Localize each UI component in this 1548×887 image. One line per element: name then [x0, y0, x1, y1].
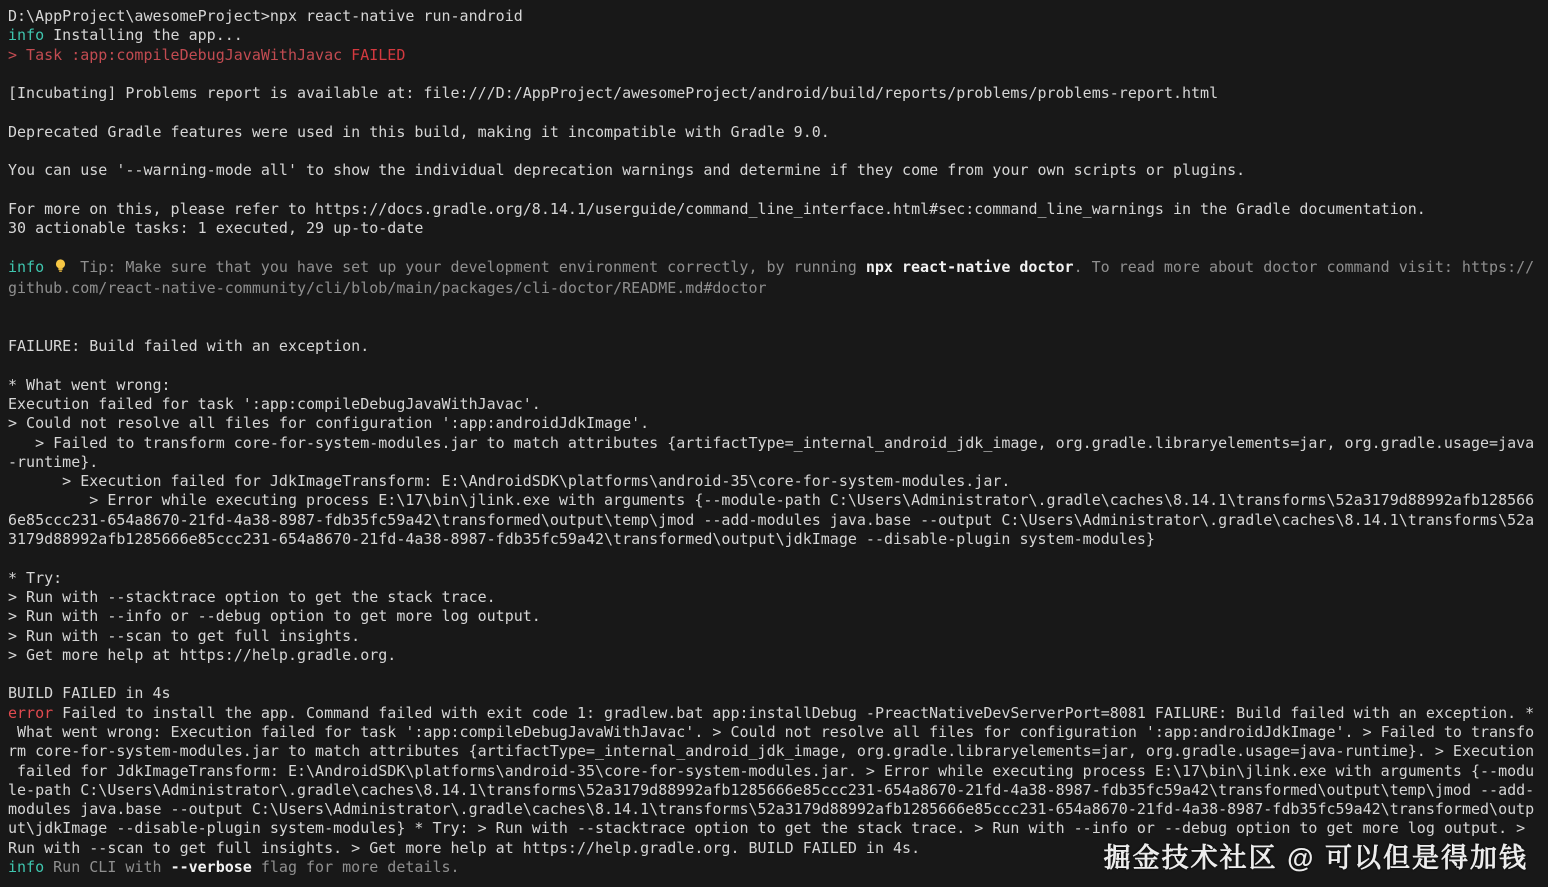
- terminal-line: [8, 7, 1548, 26]
- terminal-text: > Run with --info or --debug option to get more log output.: [8, 607, 541, 626]
- terminal-line: [8, 684, 1548, 703]
- terminal-text: Failed to install the app. Command failed with exit code 1: gradlew.bat app:installDebug -PreactNativeDevServerPort=8081 FAILURE: Build failed with an exception. *: [53, 703, 1535, 722]
- terminal-text: info: [8, 858, 45, 877]
- terminal-line: [8, 858, 1548, 877]
- terminal-line: [8, 742, 1548, 761]
- terminal-line: [8, 65, 1548, 84]
- terminal-line: [8, 549, 1548, 568]
- terminal-line: [8, 376, 1548, 395]
- terminal-line: [8, 337, 1548, 356]
- terminal-line: [8, 181, 1548, 200]
- terminal-line: [8, 839, 1548, 858]
- terminal-line: [8, 704, 1548, 723]
- watermark-text: 掘金技术社区 @ 可以但是得加钱: [1103, 843, 1528, 873]
- terminal-text: 3179d88992afb1285666e85ccc231-654a8670-21fd-4a38-8987-fdb35fc59a42\transformed\output\jdkImage --disable-plugin system-modules}: [8, 530, 1155, 549]
- terminal-line: [8, 123, 1548, 142]
- terminal-line: [8, 318, 1548, 337]
- terminal-line: [8, 569, 1548, 588]
- terminal-text: 6e85ccc231-654a8670-21fd-4a38-8987-fdb35fc59a42\transformed\output\temp\jmod --add-modules java.base --output C:\Users\Administrator\.gradle\caches\8.14.1\transforms\52a: [8, 510, 1535, 529]
- terminal-text: github.com/react-native-community/cli/blob/main/packages/cli-doctor/README.md#doctor: [8, 279, 767, 298]
- terminal-text: . To read more about doctor command visit: https://: [1073, 257, 1535, 276]
- terminal-text: [44, 858, 53, 876]
- terminal-text: [Incubating] Problems report is available at: file:///D:/AppProject/awesomeProject/android/build/reports/problems/problems-report.html: [8, 84, 1219, 103]
- terminal-text: * Try:: [8, 568, 63, 587]
- terminal-text: D:\AppProject\awesomeProject>npx react-native run-android: [8, 7, 523, 25]
- terminal-text: 30 actionable tasks: 1 executed, 29 up-to-date: [8, 219, 424, 238]
- terminal-line: [8, 356, 1548, 375]
- terminal-text: You can use '--warning-mode all' to show the individual deprecation warnings and determine if they come from your own scripts or plugins.: [8, 161, 1246, 180]
- terminal-text: failed for JdkImageTransform: E:\AndroidSDK\platforms\android-35\core-for-system-modules.jar. > Error while executing process E:\17\bin\jlink.exe with arguments {--modu: [8, 761, 1535, 780]
- terminal-text: npx react-native doctor: [865, 257, 1074, 276]
- terminal-text: > Run with --stacktrace option to get the stack trace.: [8, 587, 496, 606]
- terminal-text: Tip: Make sure that you have set up your development environment correctly, by running: [71, 257, 866, 276]
- terminal-text: Installing the app...: [44, 26, 243, 45]
- terminal-line: [8, 665, 1548, 684]
- terminal-line: [8, 434, 1548, 453]
- terminal-line: [8, 607, 1548, 626]
- terminal-line: [8, 453, 1548, 472]
- terminal-line: [8, 588, 1548, 607]
- terminal-line: [8, 414, 1548, 433]
- terminal-line: [8, 142, 1548, 161]
- terminal-text: info: [8, 26, 45, 45]
- terminal-line: [8, 762, 1548, 781]
- terminal-text: ut\jdkImage --disable-plugin system-modules} * Try: > Run with --stacktrace option to get the stack trace. > Run with --info or --debug option to get more log output. >: [8, 819, 1526, 838]
- terminal-text: error: [8, 703, 54, 722]
- terminal-text: Deprecated Gradle features were used in this build, making it incompatible with Gradle 9.0.: [8, 122, 830, 141]
- terminal-text: > Run with --scan to get full insights.: [8, 626, 361, 645]
- terminal-line: [8, 472, 1548, 491]
- terminal-text: rm core-for-system-modules.jar to match attributes {artifactType=_internal_android_jdk_image, org.gradle.libraryelements=jar, org.gradle.usage=java-runtime}. > Execution: [8, 742, 1535, 761]
- terminal-text: Run with --scan to get full insights. > Get more help at https://help.gradle.org. BUILD FAILED in 4s.: [8, 838, 921, 857]
- terminal-text: > Failed to transform core-for-system-modules.jar to match attributes {artifactType=_internal_android_jdk_image, org.gradle.libraryelements=jar, org.gradle.usage=java: [8, 433, 1535, 452]
- terminal-text: > Could not resolve all files for configuration ':app:androidJdkImage'.: [8, 414, 650, 433]
- terminal-line: [8, 103, 1548, 122]
- terminal-line: [8, 395, 1548, 414]
- terminal-line: [8, 219, 1548, 238]
- terminal-line: [8, 161, 1548, 180]
- terminal-line: [8, 530, 1548, 549]
- terminal-text: [44, 258, 53, 276]
- terminal-text: What went wrong: Execution failed for task ':app:compileDebugJavaWithJavac'. > Could not resolve all files for configuration ':app:androidJdkImage'. > Failed to transfo: [8, 722, 1535, 741]
- terminal-line: [8, 491, 1548, 510]
- terminal-text: For more on this, please refer to https://docs.gradle.org/8.14.1/userguide/command_line_interface.html#sec:command_line_warnings in the Gradle documentation.: [8, 199, 1426, 218]
- terminal-text: modules java.base --output C:\Users\Administrator\.gradle\caches\8.14.1\transforms\52a3179d88992afb1285666e85ccc231-654a8670-21fd-4a38-8987-fdb35fc59a42\transformed\outp: [8, 800, 1535, 819]
- terminal-line: [8, 646, 1548, 665]
- terminal-line: [8, 627, 1548, 646]
- terminal-line: [8, 258, 1548, 279]
- terminal-line: [8, 200, 1548, 219]
- terminal-text: --verbose: [170, 858, 252, 877]
- terminal-text: > Get more help at https://help.gradle.org.: [8, 645, 397, 664]
- terminal-line: [8, 800, 1548, 819]
- terminal-line: [8, 26, 1548, 45]
- terminal-line: [8, 279, 1548, 298]
- terminal-text: -runtime}.: [8, 452, 99, 471]
- terminal-text: FAILED: [351, 45, 406, 64]
- terminal-text: > Task :app:compileDebugJavaWithJavac: [8, 45, 352, 64]
- terminal-text: * What went wrong:: [8, 375, 171, 394]
- terminal-line: [8, 46, 1548, 65]
- terminal-line: [8, 84, 1548, 103]
- terminal-text: le-path C:\Users\Administrator\.gradle\caches\8.14.1\transforms\52a3179d88992afb1285666e85ccc231-654a8670-21fd-4a38-8987-fdb35fc59a42\transformed\output\temp\jmod --add-: [8, 780, 1535, 799]
- terminal-text: BUILD FAILED in 4s: [8, 684, 171, 703]
- terminal-text: Run CLI with: [53, 858, 171, 877]
- lightbulb-icon: [53, 258, 71, 279]
- terminal-line: [8, 723, 1548, 742]
- terminal-text: info: [8, 257, 45, 276]
- terminal-line: [8, 819, 1548, 838]
- terminal-text: FAILURE: Build failed with an exception.: [8, 337, 370, 356]
- terminal-line: [8, 298, 1548, 317]
- terminal-text: Execution failed for task ':app:compileDebugJavaWithJavac'.: [8, 394, 541, 413]
- terminal-text: > Error while executing process E:\17\bin\jlink.exe with arguments {--module-path C:\Users\Administrator\.gradle\caches\8.14.1\transforms\52a3179d88992afb128566: [8, 491, 1535, 510]
- terminal-text: flag for more details.: [251, 858, 460, 877]
- terminal-line: [8, 239, 1548, 258]
- terminal-line: [8, 781, 1548, 800]
- terminal-text: > Execution failed for JdkImageTransform: E:\AndroidSDK\platforms\android-35\core-for-system-modules.jar.: [8, 472, 1011, 491]
- terminal-line: [8, 511, 1548, 530]
